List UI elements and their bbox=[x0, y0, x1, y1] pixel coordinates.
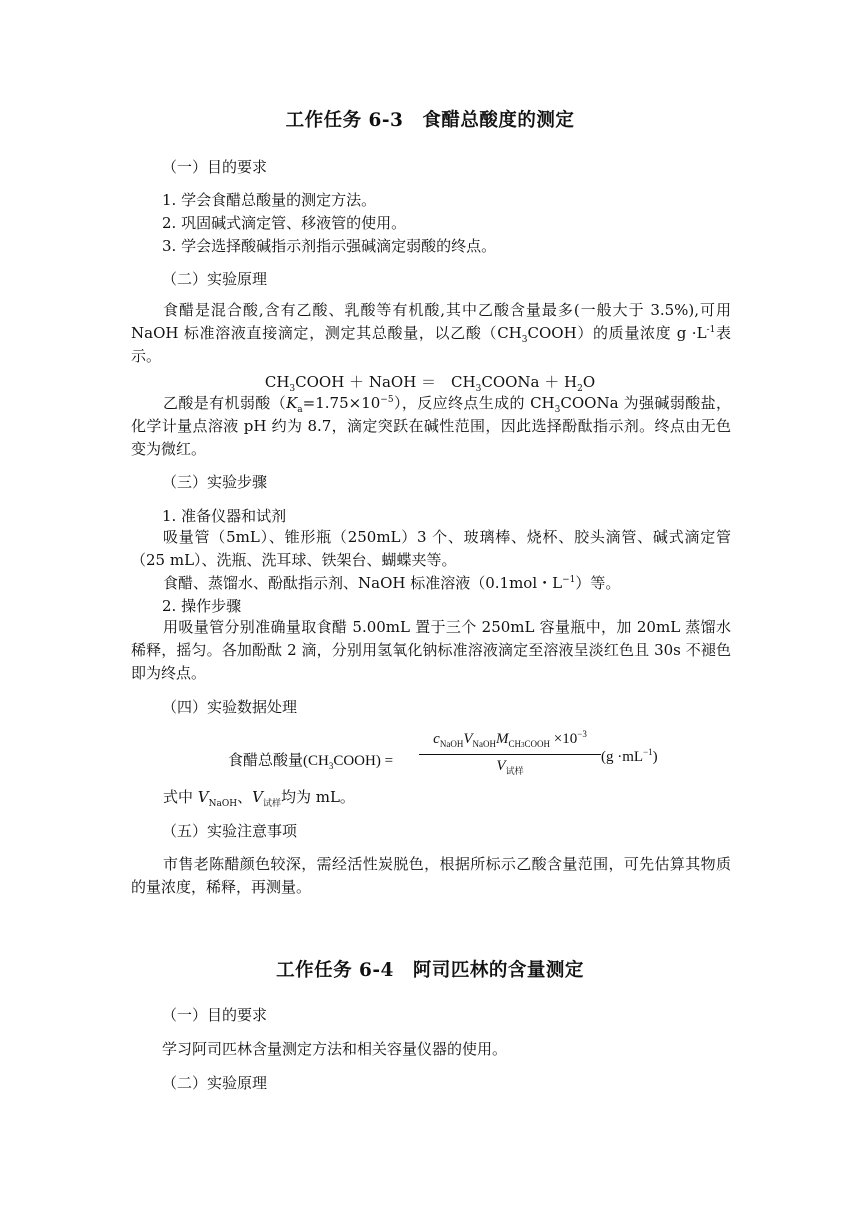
section-heading-principle-6-4: （二）实验原理 bbox=[162, 1074, 268, 1092]
instruments-paragraph: 吸量管（5mL）、锥形瓶（250mL）3 个、玻璃棒、烧杯、胶头滴管、碱式滴定管（25 mL）、洗瓶、洗耳球、铁架台、蝴蝶夹等。 bbox=[131, 528, 731, 569]
section-heading-steps: （三）实验步骤 bbox=[162, 473, 268, 491]
reagents-paragraph: 食醋、蒸馏水、酚酞指示剂、NaOH 标准溶液（0.1mol・$L^{-1}$）等。 bbox=[163, 574, 621, 592]
section-heading-notes: （五）实验注意事项 bbox=[162, 822, 298, 840]
goal-item-3: 3. 学会选择酸碱指示剂指示强碱滴定弱酸的终点。 bbox=[162, 237, 497, 255]
notes-paragraph: 市售老陈醋颜色较深，需经活性炭脱色，根据所标示乙酸含量范围，可先估算其物质的量浓度，稀释，再测量。 bbox=[131, 855, 731, 896]
procedure-paragraph: 用吸量管分别准确量取食醋 5.00mL 置于三个 250mL 容量瓶中，加 20mL 蒸馏水稀释，摇匀。各加酚酞 2 滴，分别用氢氧化钠标准溶液滴定至溶液呈淡红色且 30s 不褪色即为终点。 bbox=[131, 618, 731, 682]
principle-paragraph: 食醋是混合酸,含有乙酸、乳酸等有机酸,其中乙酸含量最多(一般大于 3.5%),可用 NaOH 标准溶液直接滴定，测定其总酸量，以乙酸$(CH_3COOH)$的质量浓度 $g \cdot L^{-1}$表示。 bbox=[131, 301, 731, 365]
formula-numerator: $c_{NaOH}V_{NaOH}M_{CH3COOH} \times 10^{-3}$ bbox=[433, 729, 587, 749]
reaction-equation: $CH_3COOH$ ＋ NaOH ＝ $CH_3COONa + H_2O$ bbox=[264, 373, 596, 394]
task-6-3-title: 工作任务 6-3 食醋总酸度的测定 bbox=[285, 110, 575, 131]
formula-lhs: 食醋总酸量$(CH_3COOH)$ = bbox=[228, 753, 394, 771]
section-heading-data: （四）实验数据处理 bbox=[162, 698, 298, 716]
fraction-bar bbox=[419, 754, 601, 755]
formula-variable-note: 式中 $V_{NaOH}$、$V_{试样}$均为 mL。 bbox=[163, 788, 355, 809]
formula-denominator: $V_{试样}$ bbox=[496, 758, 524, 776]
section-heading-goals: （一）目的要求 bbox=[162, 158, 268, 176]
goal-item-2: 2. 巩固碱式滴定管、移液管的使用。 bbox=[162, 214, 407, 232]
step-2-heading: 2. 操作步骤 bbox=[162, 597, 242, 615]
total-acid-formula bbox=[228, 731, 748, 789]
step-1-heading: 1. 准备仪器和试剂 bbox=[162, 507, 287, 525]
goal-item-1: 1. 学会食醋总酸量的测定方法。 bbox=[162, 191, 377, 209]
section-heading-principle: （二）实验原理 bbox=[162, 270, 268, 288]
acid-constant-paragraph: 乙酸是有机弱酸$(K_a=1.75\times 10^{-5})$，反应终点生成的 $CH_3COONa$ 为强碱弱酸盐，化学计量点溶液 pH 约为 8.7，滴定突跃在碱性范围，因此选择酚酞指示剂。终点由无色变为微红。 bbox=[131, 394, 731, 458]
task-6-4-title: 工作任务 6-4 阿司匹林的含量测定 bbox=[276, 960, 584, 981]
formula-unit: $(g \cdot mL^{-1})$ bbox=[601, 747, 658, 765]
section-heading-goals-6-4: （一）目的要求 bbox=[162, 1006, 268, 1024]
goal-paragraph-6-4: 学习阿司匹林含量测定方法和相关容量仪器的使用。 bbox=[162, 1040, 508, 1058]
